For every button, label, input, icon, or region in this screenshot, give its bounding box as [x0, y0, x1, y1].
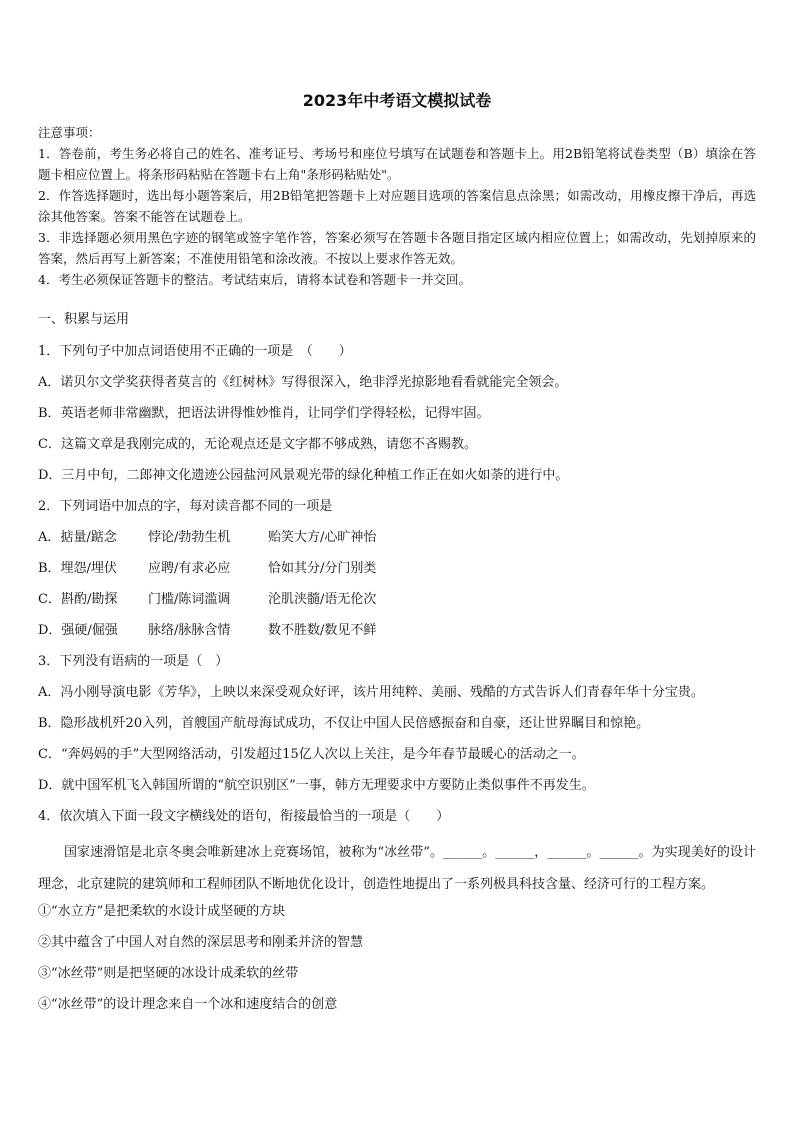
question-4-item-4: ④“冰丝带”的设计理念来自一个冰和速度结合的创意	[38, 997, 338, 1012]
question-3-option-b: B．隐形战机歼20入列，首艘国产航母海试成功，不仅让中国人民倍感振奋和自豪，还让世界瞩目和惊艳。	[38, 716, 650, 731]
option-cell: 应聘/有求必应	[148, 561, 231, 576]
notice-item: 1．答卷前，考生务必将自己的姓名、准考证号、考场号和座位号填写在试题卷和答题卡上。用2B铅笔将试卷类型（B）填涂在答题卡相应位置上。将条形码粘贴在答题卡右上角"条形码粘贴处"。	[38, 146, 756, 182]
option-cell: 恰如其分/分门别类	[268, 561, 377, 576]
option-cell: B．埋怨/埋伏	[38, 561, 117, 576]
option-cell: 沦肌浃髓/语无伦次	[268, 592, 377, 607]
question-1-option-b: B．英语老师非常幽默，把语法讲得惟妙惟肖，让同学们学得轻松，记得牢固。	[38, 406, 490, 421]
question-4-item-3: ③“冰丝带”则是把坚硬的冰设计成柔软的丝带	[38, 966, 299, 981]
option-cell: C．斟酌/勘探	[38, 592, 118, 607]
question-2-stem: 2．下列词语中加点的字，每对读音都不同的一项是	[38, 499, 333, 514]
question-3-option-a: A．冯小刚导演电影《芳华》，上映以来深受观众好评，该片用纯粹、美丽、残酷的方式告诉人们青春年华十分宝贵。	[38, 685, 704, 700]
option-cell: 脉络/脉脉含情	[148, 623, 231, 638]
page-title: 2023年中考语文模拟试卷	[302, 91, 492, 110]
question-4-item-1: ①“水立方”是把柔软的水设计成坚硬的方块	[38, 904, 286, 919]
question-2-option-b	[38, 558, 756, 580]
option-cell: 贻笑大方/心旷神怡	[268, 530, 377, 545]
question-2-option-d	[38, 620, 756, 642]
exam-page	[38, 78, 756, 1025]
option-cell: 数不胜数/数见不鲜	[268, 623, 377, 638]
question-3-option-d: D．就中国军机飞入韩国所谓的“航空识别区”一事，韩方无理要求中方要防止类似事件不再发生。	[38, 778, 595, 793]
question-3-stem: 3．下列没有语病的一项是（ ）	[38, 654, 229, 669]
spacer	[38, 290, 756, 309]
notice-item: 2．作答选择题时，选出每小题答案后，用2B铅笔把答题卡上对应题目选项的答案信息点涂黑；如需改动，用橡皮擦干净后，再选涂其他答案。答案不能答在试题卷上。	[38, 188, 756, 224]
question-1-option-c: C．这篇文章是我刚完成的，无论观点还是文字都不够成熟，请您不吝赐教。	[38, 437, 477, 452]
option-cell: 悖论/勃勃生机	[148, 530, 231, 545]
notice-item: 4．考生必须保证答题卡的整洁。考试结束后，请将本试卷和答题卡一并交回。	[38, 272, 471, 287]
notice-item: 3．非选择题必须用黑色字迹的钢笔或签字笔作答，答案必须写在答题卡各题目指定区域内相应位置上；如需改动，先划掉原来的答案，然后再写上新答案；不准使用铅笔和涂改液。不按以上要求作答无效。	[38, 230, 756, 266]
question-1-stem: 1．下列句子中加点词语使用不正确的一项是 （ ）	[38, 344, 352, 359]
question-2-option-c	[38, 589, 756, 611]
option-cell: A．掂量/踮念	[38, 530, 117, 545]
question-1-option-a: A．诺贝尔文学奖获得者莫言的《红树林》写得很深入，绝非浮光掠影地看看就能完全领会。	[38, 375, 568, 390]
question-1-option-d: D．三月中旬，二郎神文化遗迹公园盐河风景观光带的绿化种植工作正在如火如荼的进行中。	[38, 468, 569, 483]
question-4-item-2: ②其中蕴含了中国人对自然的深层思考和刚柔并济的智慧	[38, 935, 364, 950]
option-cell: 门槛/陈词滥调	[148, 592, 231, 607]
question-4-stem: 4．依次填入下面一段文字横线处的语句，衔接最恰当的一项是（ ）	[38, 809, 450, 824]
section-heading: 一、积累与运用	[38, 312, 130, 327]
question-3-option-c: C．“奔妈妈的手”大型网络活动，引发超过15亿人次以上关注，是今年春节最暖心的活动之一。	[38, 747, 585, 762]
question-2-option-a	[38, 527, 756, 549]
option-cell: D．强硬/倔强	[38, 623, 118, 638]
notice-heading: 注意事项：	[38, 125, 101, 140]
question-4-passage: 国家速滑馆是北京冬奥会唯新建冰上竞赛场馆，被称为“冰丝带”。______。______，______。______。为实现美好的设计理念，北京建院的建筑师和工程师团队不断地优化设计，创造性地提出了一系列极具科技含量、经济可行的工程方案。	[38, 845, 756, 892]
